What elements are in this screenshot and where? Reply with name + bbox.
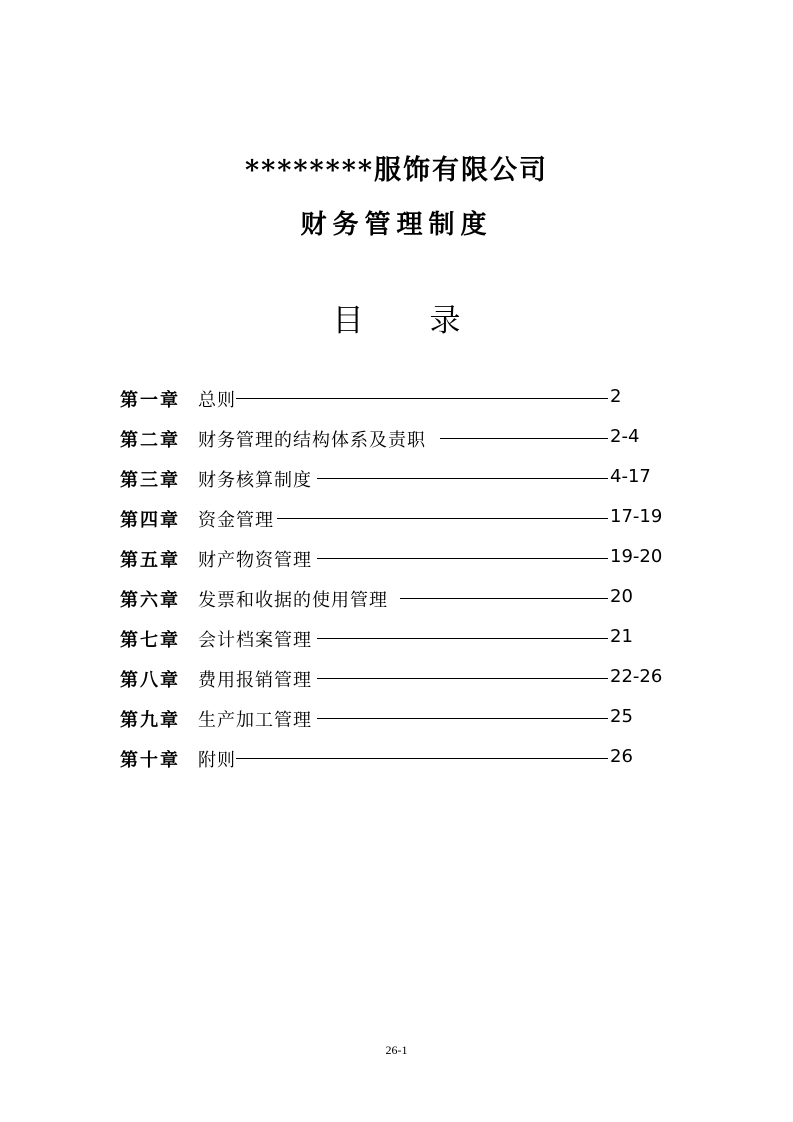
toc-title: 生产加工管理 (198, 710, 312, 731)
toc-title: 会计档案管理 (198, 630, 312, 651)
toc-chapter: 第六章 (120, 590, 180, 611)
toc-entry[interactable] (120, 384, 680, 424)
toc-entry[interactable] (120, 624, 680, 664)
page-number: 26-1 (385, 1043, 408, 1057)
toc-page: 20 (610, 586, 633, 607)
toc-leader-line (317, 678, 608, 679)
toc-page: 25 (610, 706, 633, 727)
toc-page: 17-19 (610, 506, 663, 527)
toc-title: 发票和收据的使用管理 (198, 590, 388, 611)
toc-page: 22-26 (610, 666, 663, 687)
toc-heading (0, 295, 793, 340)
toc-chapter: 第一章 (120, 390, 180, 411)
toc-entry[interactable] (120, 744, 680, 784)
toc-chapter: 第九章 (120, 710, 180, 731)
toc-leader-line (317, 718, 608, 719)
toc-leader-line (317, 478, 608, 479)
toc-chapter: 第七章 (120, 630, 180, 651)
toc-heading-left: 目 (332, 303, 364, 339)
toc-title: 总则 (198, 390, 236, 411)
toc-list (120, 384, 680, 784)
toc-chapter: 第五章 (120, 550, 180, 571)
toc-entry[interactable] (120, 584, 680, 624)
toc-title: 费用报销管理 (198, 670, 312, 691)
toc-chapter: 第八章 (120, 670, 180, 691)
toc-leader-line (400, 598, 608, 599)
toc-page: 26 (610, 746, 633, 767)
toc-leader-line (317, 638, 608, 639)
toc-title: 财务管理的结构体系及责职 (198, 430, 426, 451)
toc-leader-line (440, 438, 608, 439)
toc-title: 资金管理 (198, 510, 274, 531)
toc-title: 附则 (198, 750, 236, 771)
toc-leader-line (317, 558, 608, 559)
toc-page: 2-4 (610, 426, 640, 447)
toc-entry[interactable] (120, 464, 680, 504)
toc-entry[interactable] (120, 664, 680, 704)
toc-page: 21 (610, 626, 633, 647)
toc-chapter: 第十章 (120, 750, 180, 771)
toc-entry[interactable] (120, 704, 680, 744)
toc-heading-right: 录 (429, 303, 461, 339)
toc-leader-line (236, 758, 608, 759)
toc-title: 财务核算制度 (198, 470, 312, 491)
toc-entry[interactable] (120, 424, 680, 464)
toc-page: 2 (610, 386, 622, 407)
toc-leader-line (277, 518, 608, 519)
toc-leader-line (236, 398, 608, 399)
document-title: 财务管理制度 (300, 210, 493, 240)
company-title: ********服饰有限公司 (245, 155, 548, 186)
toc-chapter: 第三章 (120, 470, 180, 491)
toc-chapter: 第二章 (120, 430, 180, 451)
toc-page: 4-17 (610, 466, 651, 487)
toc-chapter: 第四章 (120, 510, 180, 531)
toc-entry[interactable] (120, 544, 680, 584)
toc-title: 财产物资管理 (198, 550, 312, 571)
toc-page: 19-20 (610, 546, 663, 567)
toc-entry[interactable] (120, 504, 680, 544)
